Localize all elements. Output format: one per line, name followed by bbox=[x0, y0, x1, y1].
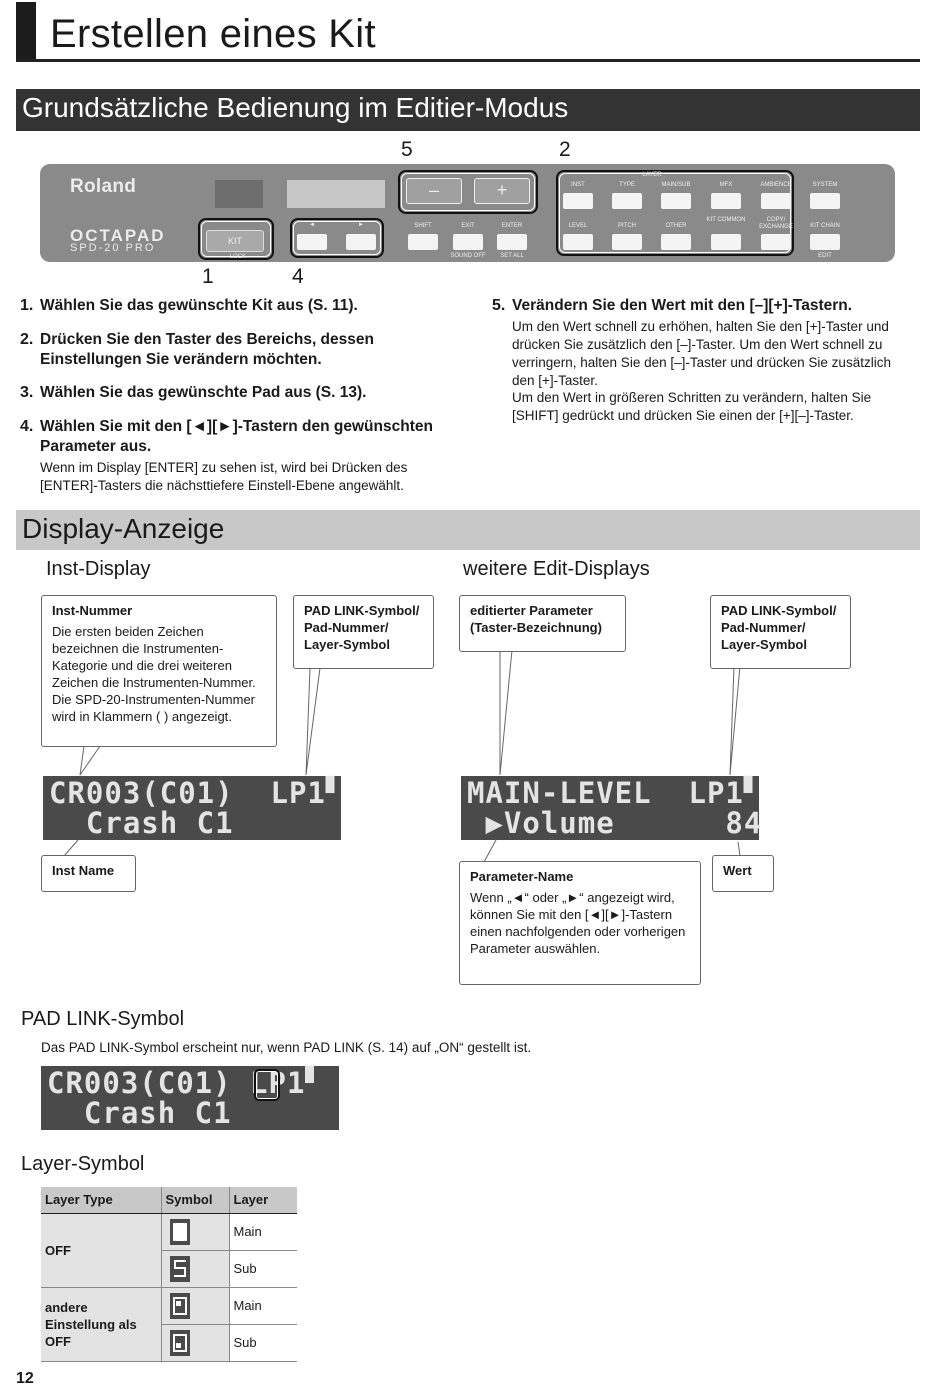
type-label: TYPE bbox=[619, 182, 635, 188]
set-all-label: SET ALL bbox=[500, 253, 524, 259]
symbol-cell bbox=[161, 1324, 229, 1361]
symbol-cell bbox=[161, 1213, 229, 1250]
step-4-note: Wenn im Display [ENTER] zu sehen ist, wird bei Drücken des [ENTER]-Tasters die nächsttiefere Einstell-Ebene angewählt. bbox=[40, 460, 408, 493]
step-2: 2. Drücken Sie den Taster des Bereichs, dessen Einstellungen Sie verändern möchten. bbox=[20, 331, 374, 368]
callout-number-1: 1 bbox=[202, 265, 214, 288]
minus-button[interactable]: – bbox=[406, 178, 462, 204]
kit-common-label: KIT COMMON bbox=[706, 217, 746, 223]
step-1: 1. Wählen Sie das gewünschte Kit aus (S. 11). bbox=[20, 297, 358, 314]
layer-label: LAYER bbox=[642, 172, 662, 178]
lcd-edit-line-2: ▶Volume 84 bbox=[467, 806, 763, 840]
lcd-padlink-display bbox=[41, 1066, 339, 1130]
step-5-note-1: Um den Wert schnell zu erhöhen, halten Sie den [+]-Taster und drücken Sie zusätzlich den [–]-Taster. Um den Wert schnell zu verringern, halten Sie den [–]-Taster und drücken Sie zusätzlich den [+]-Taster. bbox=[512, 319, 891, 388]
edit-display-heading: weitere Edit-Displays bbox=[463, 558, 650, 580]
table-row bbox=[41, 1287, 297, 1324]
plus-button[interactable]: + bbox=[474, 178, 530, 204]
symbol-cell bbox=[161, 1287, 229, 1324]
main-sub-label: MAIN/SUB bbox=[661, 182, 691, 188]
callout-inst-number-title: Inst-Nummer bbox=[52, 603, 133, 618]
layer-symbol-table bbox=[41, 1187, 297, 1362]
page-number: 12 bbox=[16, 1370, 34, 1387]
layer-type-off: OFF bbox=[41, 1213, 161, 1287]
layer-cell: Main bbox=[229, 1213, 297, 1250]
callout-padlink-inst: PAD LINK-Symbol/ Pad-Nummer/ Layer-Symbol bbox=[293, 595, 434, 669]
pitch-label: PITCH bbox=[618, 223, 636, 229]
callout-parameter-name bbox=[459, 861, 701, 985]
step-5-note-2: Um den Wert in größeren Schritten zu verändern, halten Sie [SHIFT] gedrückt und drücken Sie einen der [+][–]-Taster. bbox=[512, 390, 872, 423]
arrow-right-icon: ► bbox=[358, 222, 364, 228]
step-4: 4. Wählen Sie mit den [◄][►]-Tastern den gewünschten Parameter aus. bbox=[20, 418, 433, 455]
layer-cell: Main bbox=[229, 1287, 297, 1324]
layer-off-main-icon bbox=[170, 1219, 190, 1245]
copy-exchange-label: COPY/ EXCHANGE bbox=[759, 217, 793, 230]
step-5: 5. Verändern Sie den Wert mit den [–][+]-Tastern. bbox=[492, 297, 853, 314]
table-header-symbol: Symbol bbox=[161, 1187, 229, 1213]
callout-padlink-edit: PAD LINK-Symbol/ Pad-Nummer/ Layer-Symbol bbox=[710, 595, 851, 669]
callout-inst-number bbox=[41, 595, 277, 747]
kit-chain-label: KIT CHAIN bbox=[810, 223, 840, 229]
callout-inst-name: Inst Name bbox=[41, 855, 136, 892]
lcd-inst-line-2: Crash C1 bbox=[49, 806, 234, 840]
kit-button[interactable]: KIT bbox=[206, 230, 264, 252]
callout-value: Wert bbox=[712, 855, 774, 892]
callout-parameter-name-text: Wenn „◄“ oder „►“ angezeigt wird, können Sie mit den [◄][►]-Tastern einen nachfolgenden oder vorherigen Parameter auswählen. bbox=[470, 890, 686, 956]
section-heading-edit-mode: Grundsätzliche Bedienung im Editier-Modus bbox=[16, 89, 920, 131]
edit-label: EDIT bbox=[818, 253, 832, 259]
callout-number-5: 5 bbox=[401, 138, 413, 161]
padlink-heading: PAD LINK-Symbol bbox=[21, 1008, 185, 1030]
symbol-cell bbox=[161, 1250, 229, 1287]
section-heading-display: Display-Anzeige bbox=[16, 510, 920, 550]
sound-off-label: SOUND OFF bbox=[450, 253, 486, 259]
callout-number-2: 2 bbox=[559, 138, 571, 161]
inst-display-heading: Inst-Display bbox=[46, 558, 151, 580]
lock-label: LOCK bbox=[229, 254, 247, 260]
layer-symbol-heading: Layer-Symbol bbox=[21, 1153, 145, 1175]
table-header-layer-type: Layer Type bbox=[41, 1187, 161, 1213]
shift-label: SHIFT bbox=[414, 223, 432, 229]
lcd-padlink-line-1: CR003(C01) LP1▘ bbox=[47, 1066, 324, 1100]
lcd-edit-display bbox=[461, 776, 763, 840]
table-header-layer: Layer bbox=[229, 1187, 297, 1213]
arrow-left-icon: ◄ bbox=[309, 222, 315, 228]
octapad-logo: OCTAPAD bbox=[70, 226, 166, 245]
lcd-edit-line-1: MAIN-LEVEL LP1▘ bbox=[467, 776, 763, 810]
layer-type-other: andere Einstellung als OFF bbox=[41, 1287, 161, 1361]
layer-off-sub-icon bbox=[170, 1256, 190, 1282]
model-label: SPD-20 PRO bbox=[70, 242, 156, 254]
callout-parameter-name-title: Parameter-Name bbox=[470, 869, 574, 884]
mfx-label: MFX bbox=[719, 182, 733, 188]
level-label: LEVEL bbox=[568, 223, 588, 229]
callout-inst-number-text: Die ersten beiden Zeichen bezeichnen die Instrumenten-Kategorie und die drei weiteren Zeichen die Instrumenten-Nummer. Die SPD-20-Instrumenten-Nummer wird in Klammern ( ) angezeigt. bbox=[52, 624, 256, 724]
system-label: SYSTEM bbox=[812, 182, 838, 188]
lcd-padlink-line-2: Crash C1 bbox=[47, 1096, 232, 1130]
layer-other-sub-icon bbox=[170, 1330, 190, 1356]
enter-label: ENTER bbox=[501, 223, 523, 229]
table-row bbox=[41, 1213, 297, 1250]
lcd-inst-display bbox=[43, 776, 345, 840]
layer-cell: Sub bbox=[229, 1324, 297, 1361]
callout-edited-parameter: editierter Parameter (Taster-Bezeichnung) bbox=[459, 595, 626, 652]
layer-other-main-icon bbox=[170, 1293, 190, 1319]
step-3: 3. Wählen Sie das gewünschte Pad aus (S. 13). bbox=[20, 384, 367, 401]
padlink-highlight-ring bbox=[254, 1069, 280, 1101]
padlink-text: Das PAD LINK-Symbol erscheint nur, wenn PAD LINK (S. 14) auf „ON“ gestellt ist. bbox=[41, 1040, 532, 1055]
layer-cell: Sub bbox=[229, 1250, 297, 1287]
callout-number-4: 4 bbox=[292, 265, 304, 288]
roland-logo: Roland bbox=[70, 176, 137, 197]
ambience-label: AMBIENCE bbox=[760, 182, 792, 188]
exit-label: EXIT bbox=[461, 223, 475, 229]
lcd-inst-line-1: CR003(C01) LP1▘ bbox=[49, 776, 345, 810]
page-title: Erstellen eines Kit bbox=[50, 12, 376, 56]
inst-label: INST bbox=[571, 182, 585, 188]
other-label: OTHER bbox=[665, 223, 687, 229]
